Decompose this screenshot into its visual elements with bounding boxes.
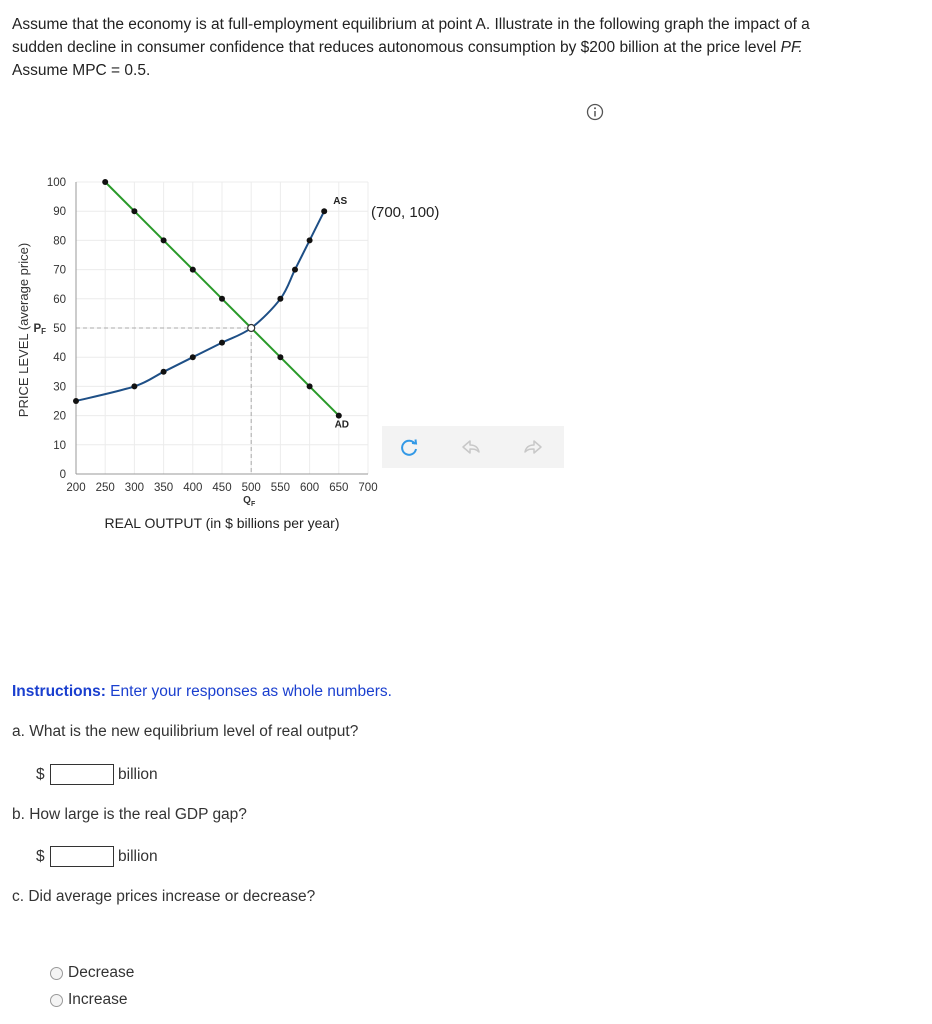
reset-button[interactable] [397,435,421,459]
as-point[interactable] [131,383,137,389]
as-point[interactable] [190,354,196,360]
pf-symbol: PF. [780,39,803,56]
question-c: c. Did average prices increase or decrease? [12,888,316,905]
as-point[interactable] [292,267,298,273]
y-tick-label: 40 [53,352,66,365]
option-label: Increase [68,991,128,1008]
y-tick-label: 0 [59,469,66,481]
question-line-2 [12,37,917,58]
unit-label: billion [118,848,158,865]
ad-point[interactable] [277,354,283,360]
x-tick-label: 650 [329,482,349,494]
chart-labels [33,177,377,508]
y-tick-label: 50 [53,323,66,335]
y-tick-label: 60 [53,293,66,306]
instructions-text: Enter your responses as whole numbers. [105,683,392,700]
graph-toolbar [382,426,564,468]
question-b: b. How large is the real GDP gap? [12,806,247,823]
reset-icon [397,435,421,459]
as-point[interactable] [307,237,313,243]
equilibrium-point-a[interactable] [248,325,255,332]
x-tick-label: 450 [212,482,232,494]
price-level-chart[interactable] [0,160,470,540]
coordinate-readout: (700, 100) [371,204,440,221]
y-tick-label: 70 [53,264,66,277]
answer-b-input[interactable] [50,846,114,867]
undo-icon [459,435,483,459]
y-tick-label: 20 [53,410,66,423]
answer-a-input[interactable] [50,764,114,785]
instructions-label: Instructions: [12,683,106,700]
question-line-3: Assume MPC = 0.5. [12,62,151,79]
qf-subscript: F [250,501,256,508]
as-label: AS [333,196,348,208]
question-line-1: Assume that the economy is at full-employment equilibrium at point A. Illustrate in the following graph the impact of a [12,16,810,33]
ad-point[interactable] [102,179,108,185]
redo-icon [521,435,545,459]
x-tick-label: 250 [95,482,115,494]
series-as[interactable] [73,208,327,404]
question-line-2-text: sudden decline in consumer confidence that reduces autonomous consumption by $200 billion at the price level [12,39,777,56]
y-tick-label: 80 [53,235,66,248]
ad-point[interactable] [336,413,342,419]
x-tick-label: 350 [154,482,174,494]
currency-symbol: $ [36,848,45,865]
ad-point[interactable] [131,208,137,214]
ad-point[interactable] [219,296,225,302]
y-tick-label: 90 [53,206,66,219]
x-tick-label: 700 [358,482,378,494]
y-tick-label: 30 [53,381,66,394]
x-axis-title: REAL OUTPUT (in $ billions per year) [104,515,340,531]
ad-point[interactable] [307,383,313,389]
as-point[interactable] [161,369,167,375]
option-label: Decrease [68,964,135,981]
unit-label: billion [118,766,158,783]
x-tick-label: 400 [183,482,203,494]
radio-decrease[interactable] [50,967,63,980]
ad-point[interactable] [161,237,167,243]
x-tick-label: 500 [241,482,261,494]
qf-label: $Q_F$ [243,495,256,508]
instructions [12,683,392,701]
currency-symbol: $ [36,766,45,783]
as-point[interactable] [277,296,283,302]
x-tick-label: 600 [300,482,320,494]
y-tick-label: 10 [53,439,66,452]
pf-label: PF [33,323,46,336]
radio-increase[interactable] [50,994,63,1007]
question-text [12,14,917,81]
question-a: a. What is the new equilibrium level of real output? [12,723,359,740]
y-axis-title: PRICE LEVEL (average price) [16,242,31,418]
curve-as[interactable] [76,211,324,401]
y-tick-label: 100 [46,177,66,189]
ad-point[interactable] [190,267,196,273]
undo-button[interactable] [459,435,483,459]
as-point[interactable] [321,208,327,214]
pf-subscript: F [41,327,46,336]
x-tick-label: 300 [124,482,144,494]
x-tick-label: 200 [66,482,86,494]
info-icon[interactable] [586,103,604,121]
x-tick-label: 550 [270,482,290,494]
redo-button[interactable] [521,435,545,459]
as-point[interactable] [219,340,225,346]
as-point[interactable] [73,398,79,404]
ad-label: AD [334,419,350,431]
